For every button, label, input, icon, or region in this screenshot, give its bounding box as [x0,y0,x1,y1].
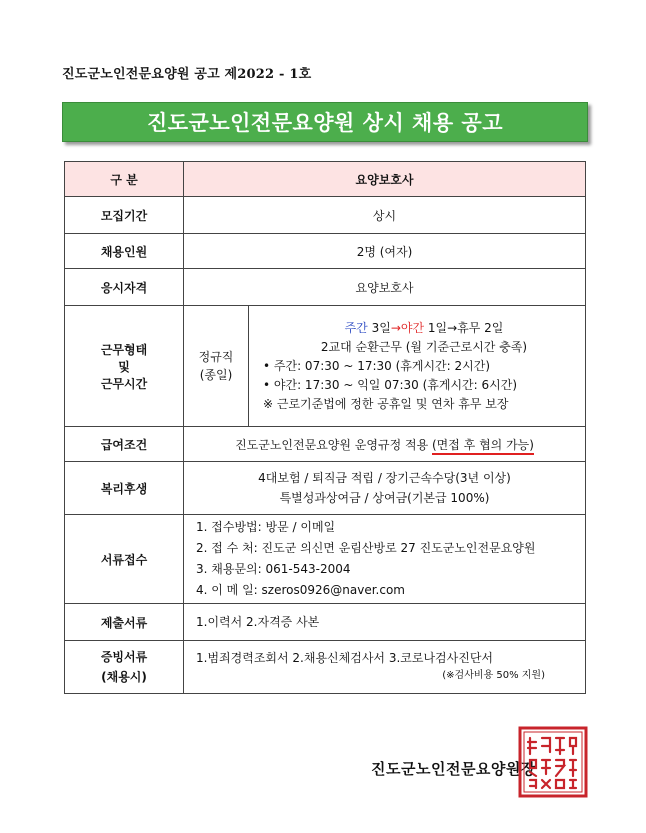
shift-arrow: → [390,320,401,335]
count-label: 채용인원 [65,234,184,269]
proof-note: (※검사비용 50% 지원) [442,670,545,681]
shift-night-label: 야간 [400,320,425,335]
table-row [65,306,586,427]
holiday-note: ※ 근로기준법에 정한 공휴일 및 연차 휴무 보장 [263,396,509,411]
shift-day-label: 주간 [344,320,368,335]
table-row [65,515,586,604]
documents-line-4: 4. 이 메 일: szeros0926@naver.com [196,583,405,597]
document-number: 진도군노인전문요양원 공고 제2022 - 1호 [62,67,312,82]
table-row [65,197,586,234]
proof-label [65,641,184,694]
header-value: 요양보호사 [184,162,586,197]
submit-label: 제출서류 [65,604,184,641]
documents-line-2: 2. 접 수 처: 진도군 의신면 운림산방로 27 진도군노인전문요양원 [196,541,536,555]
title-banner [62,102,588,142]
table-header-row [65,162,586,197]
documents-line-1: 1. 접수방법: 방문 / 이메일 [196,520,336,534]
welfare-label: 복리후생 [65,462,184,515]
proof-value [184,641,586,694]
table-row [65,604,586,641]
table-row [65,641,586,694]
page-title: 진도군노인전문요양원 상시 채용 공고 [146,111,503,135]
table-row [65,462,586,515]
table-row [65,234,586,269]
shift-day-count: 3일 [367,320,391,335]
night-hours: • 야간: 17:30 ~ 익일 07:30 (휴게시간: 6시간) [263,377,518,392]
proof-label-line-1: 증빙서류 [100,650,148,664]
official-seal-icon [518,726,588,798]
day-hours: • 주간: 07:30 ~ 17:30 (휴게시간: 2시간) [263,358,491,373]
submit-value: 1.이력서 2.자격증 사본 [184,604,586,641]
work-label-line-2: 및 [118,359,130,374]
pay-label: 급여조건 [65,427,184,462]
period-label: 모집기간 [65,197,184,234]
rotation-text: 2교대 순환근무 (월 기준근로시간 충족) [320,339,528,354]
documents-line-3: 3. 채용문의: 061-543-2004 [196,562,351,576]
employment-type [184,306,249,427]
welfare-line-1: 4대보험 / 퇴직금 적립 / 장기근속수당(3년 이상) [258,471,511,485]
work-label-line-3: 근무시간 [100,376,148,391]
welfare-value [184,462,586,515]
work-label-line-1: 근무형태 [100,342,148,357]
period-value: 상시 [184,197,586,234]
pay-emphasis: (면접 후 협의 가능) [432,438,534,455]
qualification-value: 요양보호사 [184,269,586,306]
documents-value [184,515,586,604]
documents-label: 서류접수 [65,515,184,604]
pay-value [184,427,586,462]
pay-text: 진도군노인전문요양원 운영규정 적용 [235,437,432,452]
recruitment-table [64,161,586,694]
proof-label-line-2: (채용시) [101,670,147,684]
qualification-label: 응시자격 [65,269,184,306]
header-label: 구 분 [65,162,184,197]
employment-type-line-1: 정규직 [198,350,234,364]
count-value: 2명 (여자) [184,234,586,269]
table-row [65,269,586,306]
proof-items: 1.범죄경력조회서 2.채용신체검사서 3.코로나검사진단서 [196,651,494,665]
work-label [65,306,184,427]
table-row [65,427,586,462]
welfare-line-2: 특별성과상여금 / 상여금(기본급 100%) [279,491,490,505]
signer-name: 진도군노인전문요양원장 [371,760,536,778]
shift-rest: 1일→휴무 2일 [424,320,504,335]
shift-pattern [263,319,585,338]
work-schedule [249,306,586,427]
employment-type-line-2: (종일) [199,368,233,382]
